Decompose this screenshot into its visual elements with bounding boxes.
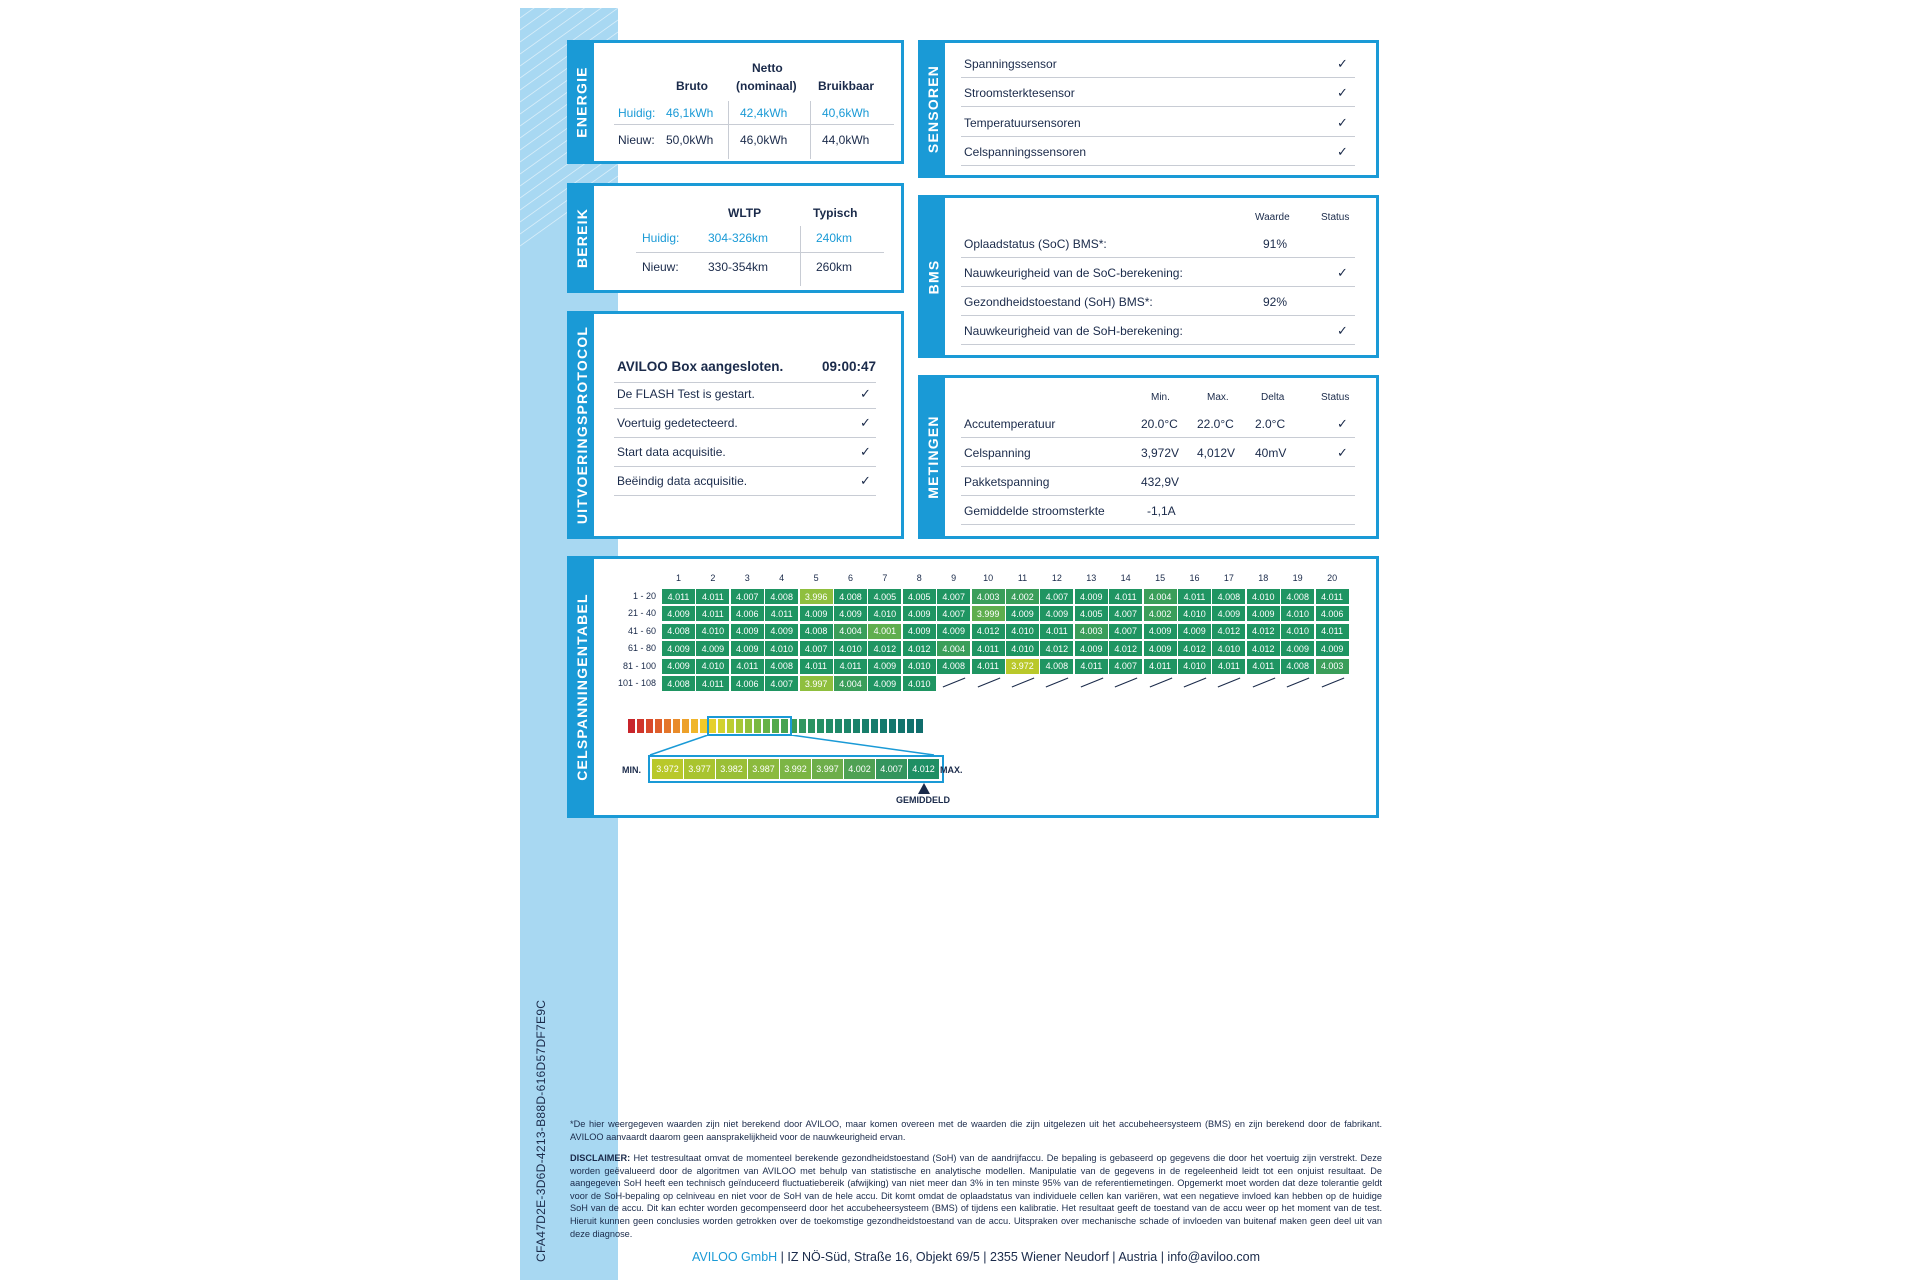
scale-value: 3.992 [780, 759, 812, 779]
metingen-row-4-min: -1,1A [1147, 504, 1176, 518]
row-label: 1 - 20 [632, 591, 656, 601]
metingen-row-4-label: Gemiddelde stroomsterkte [964, 504, 1105, 518]
cell-voltage: 4.009 [1075, 641, 1108, 656]
scale-swatch [916, 719, 923, 733]
bms-header-waarde: Waarde [1255, 212, 1290, 223]
cell-voltage: 4.012 [903, 641, 936, 656]
average-marker-icon [918, 783, 930, 794]
cell-voltage: 4.007 [937, 589, 970, 604]
cell-voltage: 4.010 [1006, 624, 1039, 639]
check-icon: ✓ [860, 415, 871, 430]
cell-voltage: 4.011 [1144, 659, 1177, 674]
cell-voltage: 3.972 [1006, 659, 1039, 674]
cell-voltage: 4.004 [937, 641, 970, 656]
bereik-nieuw-label: Nieuw: [642, 260, 679, 274]
cell-voltage: 4.012 [1109, 641, 1142, 656]
scale-swatch [808, 719, 815, 733]
energie-huidig-netto: 42,4kWh [740, 106, 788, 120]
cell-voltage: 4.011 [1075, 659, 1108, 674]
bms-row-4-label: Nauwkeurigheid van de SoH-berekening: [964, 324, 1183, 338]
check-icon: ✓ [860, 473, 871, 488]
cell-voltage: 4.008 [1281, 659, 1314, 674]
metingen-header-status: Status [1321, 392, 1350, 403]
energie-nieuw-bruikbaar: 44,0kWh [822, 133, 870, 147]
cell-voltage: 4.004 [834, 676, 867, 691]
scale-swatch [844, 719, 851, 733]
cell-voltage: 4.009 [1247, 606, 1280, 621]
cell-voltage: 4.007 [731, 589, 764, 604]
celspanning-card [567, 556, 1379, 818]
scale-swatch [691, 719, 698, 733]
column-number: 11 [1017, 573, 1028, 583]
bms-header-status: Status [1321, 212, 1350, 223]
bereik-card [567, 183, 904, 293]
empty-cell-slash [1115, 678, 1138, 688]
sensor-item-1: Spanningssensor [964, 57, 1057, 71]
cell-voltage: 4.003 [972, 589, 1005, 604]
scale-swatch [826, 719, 833, 733]
column-number: 10 [983, 573, 994, 583]
protocol-label: UITVOERINGSPROTOCOL [570, 314, 594, 536]
cell-voltage: 4.009 [662, 659, 695, 674]
metingen-row-2-label: Celspanning [964, 446, 1031, 460]
bms-row-2-label: Nauwkeurigheid van de SoC-berekening: [964, 266, 1183, 280]
scale-swatch [862, 719, 869, 733]
bereik-huidig-wltp: 304-326km [708, 231, 769, 245]
footer-address: | IZ NÖ-Süd, Straße 16, Objekt 69/5 | 2355 Wiener Neudorf | Austria | info@aviloo.com [777, 1250, 1261, 1264]
cell-voltage: 4.010 [1006, 641, 1039, 656]
cell-voltage: 4.009 [868, 659, 901, 674]
cell-voltage: 4.007 [1109, 606, 1142, 621]
metingen-header-delta: Delta [1261, 392, 1285, 403]
check-icon: ✓ [1337, 265, 1348, 280]
cell-voltage: 4.011 [1316, 589, 1349, 604]
scale-swatch [817, 719, 824, 733]
bereik-huidig-typisch: 240km [816, 231, 853, 245]
scale-value: 4.007 [876, 759, 908, 779]
column-number: 6 [847, 573, 853, 583]
cell-voltage: 4.011 [800, 659, 833, 674]
cell-voltage: 4.012 [1212, 624, 1245, 639]
cell-voltage: 4.011 [1109, 589, 1142, 604]
scale-swatch [673, 719, 680, 733]
check-icon: ✓ [1337, 144, 1348, 159]
energie-header-bruikbaar: Bruikbaar [818, 79, 875, 93]
scale-swatch [646, 719, 653, 733]
bms-row-3-value: 92% [1263, 295, 1288, 309]
cell-voltage: 4.010 [1281, 606, 1314, 621]
footnote-bms: *De hier weergegeven waarden zijn niet berekend door AVILOO, maar komen overeen met de waarden die zijn uitgelezen uit het accubeheersysteem (BMS) en zijn berekend door de fabrikant. AVILOO aanvaardt daarom geen aansprakelijkheid voor de nauwkeurigheid ervan. [570, 1119, 1382, 1142]
cell-voltage: 4.011 [1247, 659, 1280, 674]
column-number: 19 [1292, 573, 1303, 583]
cell-voltage: 4.002 [1144, 606, 1177, 621]
column-number: 8 [916, 573, 922, 583]
cell-voltage: 4.010 [765, 641, 798, 656]
cell-voltage: 4.011 [1212, 659, 1245, 674]
protocol-card [567, 311, 904, 539]
cell-voltage: 4.011 [696, 606, 729, 621]
energie-header-netto-sub: (nominaal) [736, 79, 797, 93]
scale-swatch [880, 719, 887, 733]
check-icon: ✓ [1337, 115, 1348, 130]
cell-voltage: 4.009 [834, 606, 867, 621]
cell-voltage: 4.003 [1316, 659, 1349, 674]
cell-voltage: 3.996 [800, 589, 833, 604]
check-icon: ✓ [1337, 445, 1348, 460]
empty-cell-slash [1184, 678, 1207, 688]
cell-voltage: 4.011 [834, 659, 867, 674]
metingen-row-1-min: 20.0°C [1141, 417, 1178, 431]
cell-voltage: 4.009 [662, 641, 695, 656]
scale-swatch [664, 719, 671, 733]
disclaimer-label: DISCLAIMER: [570, 1153, 631, 1163]
energie-huidig-bruikbaar: 40,6kWh [822, 106, 870, 120]
cell-voltage: 4.011 [1040, 624, 1073, 639]
cell-voltage: 4.010 [834, 641, 867, 656]
row-label: 61 - 80 [627, 643, 656, 654]
scale-swatch [655, 719, 662, 733]
cell-voltage: 4.009 [1040, 606, 1073, 621]
scale-value: 3.977 [684, 759, 716, 779]
cell-voltage: 4.007 [1109, 624, 1142, 639]
scale-max-label: MAX. [940, 765, 963, 775]
check-icon: ✓ [1337, 85, 1348, 100]
column-number: 5 [813, 573, 819, 583]
metingen-row-2-max: 4,012V [1197, 446, 1236, 460]
empty-cell-slash [1321, 678, 1344, 688]
scale-swatch [889, 719, 896, 733]
cell-voltage: 3.997 [800, 676, 833, 691]
energie-nieuw-bruto: 50,0kWh [666, 133, 714, 147]
column-number: 18 [1258, 573, 1269, 583]
cell-voltage: 4.010 [696, 659, 729, 674]
row-label: 41 - 60 [627, 625, 656, 636]
scale-value: 3.972 [652, 759, 684, 779]
cell-voltage: 4.008 [765, 589, 798, 604]
cell-voltage: 4.008 [662, 624, 695, 639]
scale-swatch [871, 719, 878, 733]
energie-huidig-label: Huidig: [618, 106, 656, 120]
cell-voltage: 4.011 [731, 659, 764, 674]
column-number: 17 [1223, 573, 1234, 583]
footer-brand: AVILOO GmbH [691, 1250, 778, 1264]
cell-voltage: 4.012 [972, 624, 1005, 639]
cell-voltage: 4.010 [1247, 589, 1280, 604]
cell-voltage: 4.009 [937, 624, 970, 639]
protocol-time: 09:00:47 [822, 359, 877, 374]
bereik-huidig-label: Huidig: [642, 231, 680, 245]
cell-voltage: 4.007 [800, 641, 833, 656]
metingen-row-2-min: 3,972V [1141, 446, 1180, 460]
scale-value: 4.012 [908, 759, 940, 779]
empty-cell-slash [1012, 678, 1035, 688]
cell-voltage: 4.009 [765, 624, 798, 639]
protocol-title: AVILOO Box aangesloten. [617, 359, 784, 374]
cell-voltage: 4.009 [1178, 624, 1211, 639]
check-icon: ✓ [1337, 323, 1348, 338]
bms-row-1-label: Oplaadstatus (SoC) BMS*: [964, 237, 1107, 251]
cell-voltage: 4.008 [800, 624, 833, 639]
bms-card [918, 195, 1379, 358]
energie-nieuw-label: Nieuw: [618, 133, 655, 147]
cell-voltage: 4.010 [1212, 641, 1245, 656]
cell-voltage: 4.008 [1281, 589, 1314, 604]
metingen-card [918, 375, 1379, 539]
energie-header-netto: Netto [752, 61, 783, 75]
cell-voltage: 4.006 [731, 606, 764, 621]
cell-voltage: 4.011 [765, 606, 798, 621]
bereik-nieuw-wltp: 330-354km [708, 260, 769, 274]
bereik-label: BEREIK [570, 186, 594, 290]
column-number: 14 [1120, 573, 1131, 583]
metingen-row-3-min: 432,9V [1141, 475, 1180, 489]
column-number: 3 [744, 573, 750, 583]
scale-highlight [707, 716, 792, 736]
cell-voltage: 4.012 [1178, 641, 1211, 656]
cell-voltage: 4.009 [1212, 606, 1245, 621]
average-label: GEMIDDELD [896, 795, 950, 805]
metingen-header-min: Min. [1151, 392, 1170, 403]
cell-voltage: 4.009 [1144, 641, 1177, 656]
cell-voltage: 4.012 [1247, 624, 1280, 639]
cell-voltage: 4.009 [662, 606, 695, 621]
footer [570, 1250, 1382, 1264]
row-label: 81 - 100 [622, 660, 656, 671]
cell-voltage: 4.007 [1040, 589, 1073, 604]
scale-swatch [898, 719, 905, 733]
column-number: 12 [1051, 573, 1062, 583]
sensoren-card [918, 40, 1379, 178]
empty-cell-slash [1287, 678, 1310, 688]
cell-voltage: 4.010 [903, 659, 936, 674]
cell-voltage: 4.008 [834, 589, 867, 604]
column-number: 1 [675, 573, 681, 583]
empty-cell-slash [1080, 678, 1103, 688]
cell-voltage: 4.009 [903, 624, 936, 639]
bms-label: BMS [921, 198, 945, 355]
cell-voltage: 4.008 [662, 676, 695, 691]
empty-cell-slash [943, 678, 966, 688]
scale-min-label: MIN. [622, 765, 641, 775]
cell-voltage: 4.004 [834, 624, 867, 639]
cell-voltage: 4.011 [696, 589, 729, 604]
cell-voltage: 4.007 [937, 606, 970, 621]
column-number: 20 [1327, 573, 1338, 583]
cell-voltage: 4.011 [1178, 589, 1211, 604]
scale-swatch [853, 719, 860, 733]
cell-voltage: 4.009 [1075, 589, 1108, 604]
cell-voltage: 4.009 [731, 624, 764, 639]
bereik-header-typisch: Typisch [813, 206, 858, 220]
scale-swatch [799, 719, 806, 733]
cell-voltage: 4.009 [696, 641, 729, 656]
cell-voltage: 4.010 [1178, 606, 1211, 621]
scale-value: 4.002 [844, 759, 876, 779]
check-icon: ✓ [1337, 56, 1348, 71]
cell-voltage: 4.002 [1006, 589, 1039, 604]
cell-voltage: 4.010 [696, 624, 729, 639]
scale-swatch [835, 719, 842, 733]
cell-voltage: 4.001 [868, 624, 901, 639]
cell-voltage: 4.005 [903, 589, 936, 604]
bereik-header-wltp: WLTP [728, 206, 762, 220]
column-number: 16 [1189, 573, 1200, 583]
cell-voltage: 4.009 [868, 676, 901, 691]
cell-voltage: 4.011 [662, 589, 695, 604]
column-number: 15 [1155, 573, 1166, 583]
cell-voltage: 4.006 [731, 676, 764, 691]
energie-nieuw-netto: 46,0kWh [740, 133, 788, 147]
cell-voltage: 4.009 [1316, 641, 1349, 656]
column-number: 9 [951, 573, 957, 583]
column-number: 13 [1086, 573, 1097, 583]
cell-voltage: 4.012 [1247, 641, 1280, 656]
sensor-item-2: Stroomsterktesensor [964, 86, 1075, 100]
metingen-label: METINGEN [921, 378, 945, 536]
sensor-item-3: Temperatuursensoren [964, 116, 1081, 130]
cell-voltage: 4.008 [1040, 659, 1073, 674]
cell-voltage: 4.010 [1281, 624, 1314, 639]
scale-value: 3.987 [748, 759, 780, 779]
sensoren-label: SENSOREN [921, 43, 945, 175]
metingen-row-1-max: 22.0°C [1197, 417, 1234, 431]
metingen-header-max: Max. [1207, 392, 1229, 403]
cell-voltage: 4.008 [937, 659, 970, 674]
scale-swatch [700, 719, 707, 733]
cell-voltage: 4.007 [765, 676, 798, 691]
protocol-step-3: Start data acquisitie. [617, 445, 726, 459]
empty-cell-slash [1218, 678, 1241, 688]
cell-voltage: 4.011 [972, 641, 1005, 656]
cell-voltage: 4.010 [1178, 659, 1211, 674]
bereik-nieuw-typisch: 260km [816, 260, 853, 274]
metingen-row-1-delta: 2.0°C [1255, 417, 1286, 431]
sensor-item-4: Celspanningssensoren [964, 145, 1087, 159]
cell-voltage: 4.006 [1316, 606, 1349, 621]
check-icon: ✓ [860, 386, 871, 401]
protocol-step-1: De FLASH Test is gestart. [617, 387, 755, 401]
cell-voltage: 4.008 [765, 659, 798, 674]
column-number: 7 [882, 573, 888, 583]
cell-voltage: 4.005 [1075, 606, 1108, 621]
cell-voltage: 4.010 [903, 676, 936, 691]
check-icon: ✓ [860, 444, 871, 459]
scale-swatch [637, 719, 644, 733]
metingen-row-3-label: Pakketspanning [964, 475, 1050, 489]
document-id: CFA47D2E-3D6D-4213-B88D-616D57DF7E9C [534, 999, 548, 1262]
cell-voltage: 4.010 [868, 606, 901, 621]
energie-card [567, 40, 904, 164]
metingen-row-1-label: Accutemperatuur [964, 417, 1056, 431]
cell-voltage: 4.009 [731, 641, 764, 656]
check-icon: ✓ [1337, 416, 1348, 431]
cell-voltage: 4.009 [800, 606, 833, 621]
scale-swatch [907, 719, 914, 733]
empty-cell-slash [1046, 678, 1069, 688]
protocol-step-2: Voertuig gedetecteerd. [617, 416, 738, 430]
cell-voltage: 4.012 [1040, 641, 1073, 656]
cell-voltage: 4.004 [1144, 589, 1177, 604]
metingen-row-2-delta: 40mV [1255, 446, 1287, 460]
empty-cell-slash [1252, 678, 1275, 688]
energie-huidig-bruto: 46,1kWh [666, 106, 714, 120]
cell-voltage: 4.007 [1109, 659, 1142, 674]
disclaimer-text: Het testresultaat omvat de momenteel berekende gezondheidstoestand (SoH) van de aandrijfaccu. De bepaling is gebaseerd op gegevens die door het voertuig zijn verstrekt. Deze worden geëvalueerd door de algoritmen van AVILOO met behulp van statistische en analytische modellen. Manipulatie van de gegevens in de regeleenheid leidt tot een onjuist resultaat. De aangegeven SoH heeft een technisch geïnduceerd fluctuatiebereik (afwijking) van niet meer dan 3% in ten minste 95% van de referentiemetingen. Opgemerkt moet worden dat deze tolerantie geldt voor de SoH-bepaling op celniveau en niet voor de SoH van de hele accu. Dit komt omdat de oplaadstatus van individuele cellen kan variëren, wat een negatieve invloed kan hebben op de huidige SoH van de accu. Dit kan echter worden gecompenseerd door het accubeheersysteem (BMS) of tijdens een kalibratie. Het resultaat geeft de toestand van de accu weer op het moment van de test. Hieruit kunnen geen conclusies worden getrokken over de toekomstige gezondheidstoestand van de accu. Uitspraken over mechanische schade of invloeden van buitenaf maken geen deel uit van deze diagnose. [570, 1153, 1382, 1239]
empty-cell-slash [977, 678, 1000, 688]
celspanning-label: CELSPANNINGENTABEL [570, 559, 594, 815]
cell-voltage: 4.009 [903, 606, 936, 621]
disclaimer [570, 1152, 1382, 1240]
energie-header-bruto: Bruto [676, 79, 708, 93]
cell-voltage: 4.011 [972, 659, 1005, 674]
energie-label: ENERGIE [570, 43, 594, 161]
scale-swatch [628, 719, 635, 733]
cell-voltage: 4.009 [1006, 606, 1039, 621]
column-number: 2 [710, 573, 716, 583]
cell-voltage: 4.011 [1316, 624, 1349, 639]
scale-value: 3.997 [812, 759, 844, 779]
protocol-step-4: Beëindig data acquisitie. [617, 474, 748, 488]
cell-voltage: 4.009 [1281, 641, 1314, 656]
cell-voltage: 3.999 [972, 606, 1005, 621]
empty-cell-slash [1149, 678, 1172, 688]
scale-value: 3.982 [716, 759, 748, 779]
cell-voltage: 4.012 [868, 641, 901, 656]
bms-row-3-label: Gezondheidstoestand (SoH) BMS*: [964, 295, 1153, 309]
cell-voltage: 4.009 [1144, 624, 1177, 639]
cell-voltage: 4.011 [696, 676, 729, 691]
row-label: 21 - 40 [627, 608, 656, 619]
row-label: 101 - 108 [617, 678, 656, 688]
scale-swatch [682, 719, 689, 733]
cell-voltage: 4.003 [1075, 624, 1108, 639]
column-number: 4 [779, 573, 785, 583]
cell-voltage: 4.008 [1212, 589, 1245, 604]
bms-row-1-value: 91% [1263, 237, 1288, 251]
cell-voltage: 4.005 [868, 589, 901, 604]
